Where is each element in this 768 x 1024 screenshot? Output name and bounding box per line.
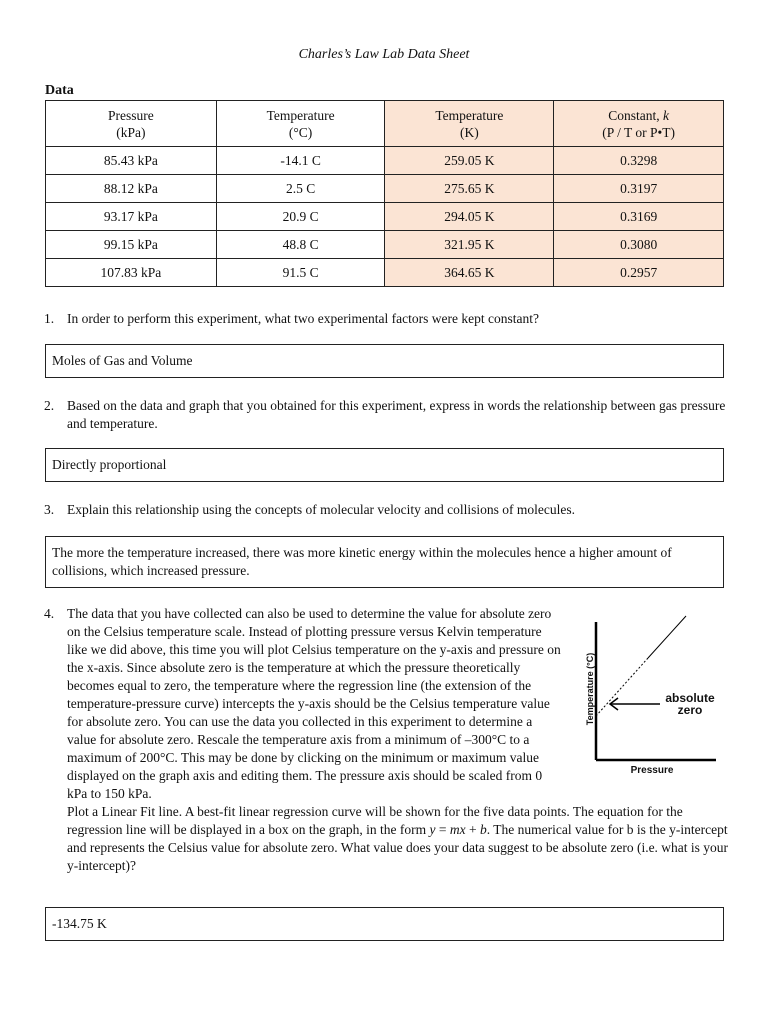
header-pressure: Pressure (kPa) — [46, 101, 217, 147]
table-cell: 85.43 kPa — [46, 147, 217, 175]
table-cell: 259.05 K — [385, 147, 554, 175]
header-temperature-c: Temperature (°C) — [216, 101, 385, 147]
table-cell: 2.5 C — [216, 175, 385, 203]
question-text: In order to perform this experiment, what two experimental factors were kept constant? — [67, 311, 539, 326]
header-constant-k: Constant, k (P / T or P•T) — [554, 101, 724, 147]
table-row — [46, 203, 724, 231]
extrapolated-line — [596, 658, 648, 716]
header-temperature-k: Temperature (K) — [385, 101, 554, 147]
table-cell: 48.8 C — [216, 231, 385, 259]
question-number: 2. — [44, 398, 55, 413]
table-cell: 88.12 kPa — [46, 175, 217, 203]
data-table — [45, 100, 724, 287]
question-text: Explain this relationship using the concepts of molecular velocity and collisions of molecules. — [67, 502, 576, 517]
table-cell: 107.83 kPa — [46, 259, 217, 287]
question-1 — [44, 310, 728, 328]
absolute-zero-figure — [578, 612, 728, 787]
table-cell: 99.15 kPa — [46, 231, 217, 259]
table-row — [46, 259, 724, 287]
table-cell: 275.65 K — [385, 175, 554, 203]
figure-y-axis-label: Temperature (°C) — [585, 652, 595, 726]
table-cell: 0.3197 — [554, 175, 724, 203]
header-constant-label: Constant, k — [608, 107, 669, 123]
question-text: Based on the data and graph that you obtained for this experiment, express in words the relationship between gas pressure and temperature. — [67, 398, 726, 431]
table-cell: 294.05 K — [385, 203, 554, 231]
question-number: 4. — [44, 606, 55, 621]
table-cell: 321.95 K — [385, 231, 554, 259]
table-cell: 0.3169 — [554, 203, 724, 231]
page-title: Charles’s Law Lab Data Sheet — [298, 47, 470, 62]
data-section-label: Data — [45, 83, 74, 98]
table-cell: 20.9 C — [216, 203, 385, 231]
question-number: 1. — [44, 311, 55, 326]
table-row — [46, 147, 724, 175]
table-cell: 0.3298 — [554, 147, 724, 175]
table-cell: 0.3080 — [554, 231, 724, 259]
answer-box-4[interactable]: -134.75 K — [45, 907, 724, 941]
figure-x-axis-label: Pressure — [630, 765, 674, 776]
table-cell: 93.17 kPa — [46, 203, 217, 231]
table-cell: 364.65 K — [385, 259, 554, 287]
question-text-continued: Plot a Linear Fit line. A best-fit linear regression curve will be shown for the five data points. The equation for the regression line will be displayed in a box on the graph, in the form y = mx + b. The numerical value for b is the y-intercept and represents the Celsius value for absolute zero. What value does your data suggest to be absolute zero (i.e. what is your y-intercept)? — [67, 804, 729, 873]
question-text: The data that you have collected can also be used to determine the value for absolute zero on the Celsius temperature scale. Instead of plotting pressure versus Kelvin temperature like we did above, this time you will plot Celsius temperature on the y-axis and pressure on the x-axis. Since absolute zero is the temperature at which the pressure theoretically becomes equal to zero, the temperature where the regression line (the extension of the temperature-pressure curve) intercepts the y-axis should be the Celsius temperature value for absolute zero. You can use the data you collected in this experiment to determine a value for absolute zero. Rescale the temperature axis from a minimum of –300°C to a maximum of 200°C. This may be done by clicking on the minimum or maximum value displayed on the graph axis and editing them. The pressure axis should be scaled from 0 kPa to 150 kPa. — [67, 606, 561, 801]
table-cell: 91.5 C — [216, 259, 385, 287]
answer-box-2[interactable]: Directly proportional — [45, 448, 724, 482]
regression-line — [648, 616, 686, 658]
table-cell: -14.1 C — [216, 147, 385, 175]
answer-box-3[interactable]: The more the temperature increased, there was more kinetic energy within the molecules hence a higher amount of collisions, which increased pressure. — [45, 536, 724, 588]
table-row — [46, 175, 724, 203]
question-number: 3. — [44, 502, 55, 517]
question-3 — [44, 501, 728, 519]
table-row — [46, 231, 724, 259]
figure-annotation: absolute zero — [665, 691, 715, 717]
answer-box-1[interactable]: Moles of Gas and Volume — [45, 344, 724, 378]
table-cell: 0.2957 — [554, 259, 724, 287]
question-2 — [44, 397, 728, 433]
table-header-row — [46, 101, 724, 147]
